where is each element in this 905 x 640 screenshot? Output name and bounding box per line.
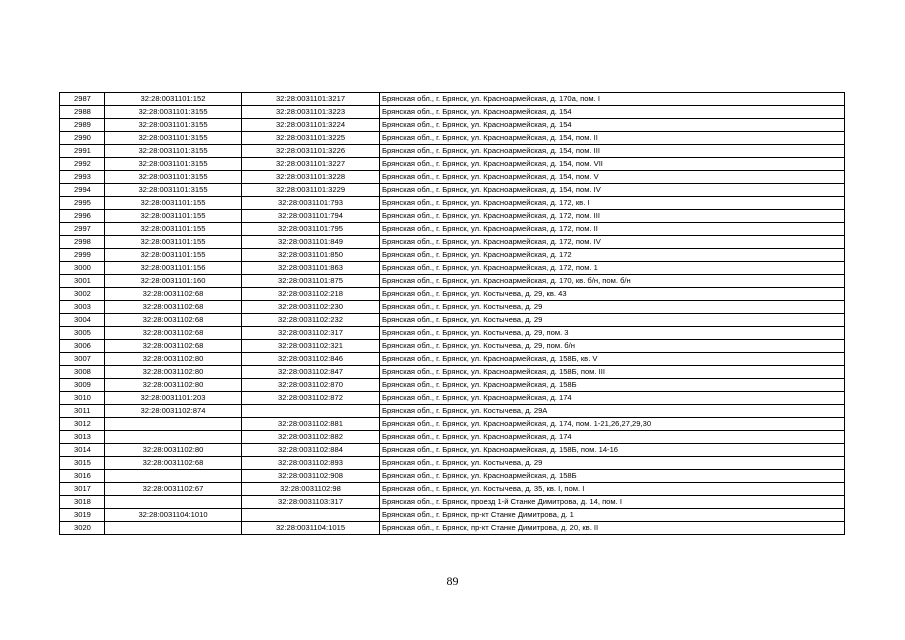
row-number-cell: 3011: [60, 405, 105, 418]
table-row: [60, 522, 845, 535]
address-cell: Брянская обл., г. Брянск, ул. Красноармейская, д. 158Б: [380, 379, 845, 392]
table-row: [60, 145, 845, 158]
row-number-cell: 3010: [60, 392, 105, 405]
row-number-cell: 3018: [60, 496, 105, 509]
address-cell: Брянская обл., г. Брянск, ул. Красноармейская, д. 158Б, пом. 14-16: [380, 444, 845, 457]
parent-cadastral-number-cell: 32:28:0031101:155: [105, 249, 242, 262]
cadastral-number-cell: 32:28:0031101:795: [242, 223, 380, 236]
table-row: [60, 431, 845, 444]
table-row: [60, 275, 845, 288]
cadastral-number-cell: 32:28:0031102:908: [242, 470, 380, 483]
cadastral-number-cell: 32:28:0031102:321: [242, 340, 380, 353]
address-cell: Брянская обл., г. Брянск, ул. Красноармейская, д. 170а, пом. I: [380, 93, 845, 106]
row-number-cell: 3002: [60, 288, 105, 301]
parent-cadastral-number-cell: [105, 470, 242, 483]
parent-cadastral-number-cell: 32:28:0031101:3155: [105, 171, 242, 184]
table-row: [60, 496, 845, 509]
address-cell: Брянская обл., г. Брянск, ул. Красноармейская, д. 172, пом. 1: [380, 262, 845, 275]
cadastral-number-cell: 32:28:0031101:3217: [242, 93, 380, 106]
table-row: [60, 106, 845, 119]
cadastral-number-cell: 32:28:0031101:3226: [242, 145, 380, 158]
address-cell: Брянская обл., г. Брянск, ул. Красноармейская, д. 174, пом. 1-21,26,27,29,30: [380, 418, 845, 431]
cadastral-number-cell: 32:28:0031102:847: [242, 366, 380, 379]
parent-cadastral-number-cell: 32:28:0031102:80: [105, 353, 242, 366]
parent-cadastral-number-cell: [105, 431, 242, 444]
cadastral-registry-table: [59, 92, 845, 535]
row-number-cell: 2998: [60, 236, 105, 249]
table-row: [60, 119, 845, 132]
address-cell: Брянская обл., г. Брянск, ул. Костычева, д. 29, кв. 43: [380, 288, 845, 301]
parent-cadastral-number-cell: 32:28:0031102:80: [105, 379, 242, 392]
table-row: [60, 392, 845, 405]
address-cell: Брянская обл., г. Брянск, ул. Красноармейская, д. 154, пом. III: [380, 145, 845, 158]
address-cell: Брянская обл., г. Брянск, ул. Костычева, д. 29: [380, 301, 845, 314]
parent-cadastral-number-cell: 32:28:0031102:68: [105, 340, 242, 353]
table-row: [60, 405, 845, 418]
parent-cadastral-number-cell: 32:28:0031101:3155: [105, 158, 242, 171]
table-row: [60, 210, 845, 223]
table-row: [60, 509, 845, 522]
row-number-cell: 3007: [60, 353, 105, 366]
parent-cadastral-number-cell: 32:28:0031101:155: [105, 197, 242, 210]
parent-cadastral-number-cell: 32:28:0031101:3155: [105, 119, 242, 132]
cadastral-number-cell: 32:28:0031102:881: [242, 418, 380, 431]
row-number-cell: 3001: [60, 275, 105, 288]
cadastral-number-cell: 32:28:0031101:793: [242, 197, 380, 210]
cadastral-number-cell: 32:28:0031102:98: [242, 483, 380, 496]
parent-cadastral-number-cell: 32:28:0031102:80: [105, 366, 242, 379]
address-cell: Брянская обл., г. Брянск, ул. Красноармейская, д. 154, пом. V: [380, 171, 845, 184]
address-cell: Брянская обл., г. Брянск, ул. Костычева, д. 29: [380, 457, 845, 470]
table-row: [60, 366, 845, 379]
parent-cadastral-number-cell: 32:28:0031101:156: [105, 262, 242, 275]
address-cell: Брянская обл., г. Брянск, ул. Красноармейская, д. 154, пом. VII: [380, 158, 845, 171]
address-cell: Брянская обл., г. Брянск, ул. Костычева, д. 35, кв. I, пом. I: [380, 483, 845, 496]
parent-cadastral-number-cell: 32:28:0031102:68: [105, 457, 242, 470]
address-cell: Брянская обл., г. Брянск, ул. Красноармейская, д. 154: [380, 106, 845, 119]
parent-cadastral-number-cell: 32:28:0031101:3155: [105, 132, 242, 145]
address-cell: Брянская обл., г. Брянск, ул. Красноармейская, д. 174: [380, 392, 845, 405]
address-cell: Брянская обл., г. Брянск, ул. Красноармейская, д. 158Б: [380, 470, 845, 483]
row-number-cell: 3017: [60, 483, 105, 496]
table-row: [60, 158, 845, 171]
cadastral-number-cell: 32:28:0031101:3229: [242, 184, 380, 197]
table-row: [60, 262, 845, 275]
parent-cadastral-number-cell: 32:28:0031101:155: [105, 236, 242, 249]
parent-cadastral-number-cell: 32:28:0031101:152: [105, 93, 242, 106]
row-number-cell: 2988: [60, 106, 105, 119]
cadastral-number-cell: 32:28:0031102:218: [242, 288, 380, 301]
row-number-cell: 2987: [60, 93, 105, 106]
cadastral-number-cell: 32:28:0031102:893: [242, 457, 380, 470]
page-number: 89: [446, 574, 459, 588]
address-cell: Брянская обл., г. Брянск, ул. Костычева, д. 29, пом. 3: [380, 327, 845, 340]
cadastral-number-cell: 32:28:0031102:872: [242, 392, 380, 405]
table-row: [60, 171, 845, 184]
address-cell: Брянская обл., г. Брянск, пр-кт Станке Димитрова, д. 20, кв. II: [380, 522, 845, 535]
table-row: [60, 132, 845, 145]
row-number-cell: 3016: [60, 470, 105, 483]
row-number-cell: 3008: [60, 366, 105, 379]
table-row: [60, 483, 845, 496]
cadastral-number-cell: 32:28:0031102:230: [242, 301, 380, 314]
table-row: [60, 457, 845, 470]
table-row: [60, 379, 845, 392]
cadastral-number-cell: 32:28:0031101:875: [242, 275, 380, 288]
address-cell: Брянская обл., г. Брянск, ул. Костычева, д. 29: [380, 314, 845, 327]
parent-cadastral-number-cell: 32:28:0031101:160: [105, 275, 242, 288]
row-number-cell: 2992: [60, 158, 105, 171]
parent-cadastral-number-cell: 32:28:0031104:1010: [105, 509, 242, 522]
parent-cadastral-number-cell: 32:28:0031101:3155: [105, 145, 242, 158]
address-cell: Брянская обл., г. Брянск, ул. Красноармейская, д. 172: [380, 249, 845, 262]
row-number-cell: 2997: [60, 223, 105, 236]
table-body: [60, 93, 845, 535]
row-number-cell: 2996: [60, 210, 105, 223]
parent-cadastral-number-cell: 32:28:0031102:80: [105, 444, 242, 457]
cadastral-number-cell: 32:28:0031101:3224: [242, 119, 380, 132]
row-number-cell: 3000: [60, 262, 105, 275]
table-row: [60, 444, 845, 457]
table-row: [60, 249, 845, 262]
row-number-cell: 3006: [60, 340, 105, 353]
table-row: [60, 197, 845, 210]
parent-cadastral-number-cell: 32:28:0031102:68: [105, 288, 242, 301]
cadastral-number-cell: 32:28:0031101:794: [242, 210, 380, 223]
cadastral-table-container: [59, 92, 844, 535]
address-cell: Брянская обл., г. Брянск, ул. Костычева, д. 29А: [380, 405, 845, 418]
address-cell: Брянская обл., г. Брянск, ул. Красноармейская, д. 174: [380, 431, 845, 444]
parent-cadastral-number-cell: 32:28:0031102:874: [105, 405, 242, 418]
cadastral-number-cell: 32:28:0031102:882: [242, 431, 380, 444]
cadastral-number-cell: 32:28:0031101:3228: [242, 171, 380, 184]
address-cell: Брянская обл., г. Брянск, ул. Красноармейская, д. 172, пом. III: [380, 210, 845, 223]
address-cell: Брянская обл., г. Брянск, ул. Красноармейская, д. 158Б, кв. V: [380, 353, 845, 366]
row-number-cell: 2999: [60, 249, 105, 262]
row-number-cell: 2995: [60, 197, 105, 210]
address-cell: Брянская обл., г. Брянск, проезд 1-й Станке Димитрова, д. 14, пом. I: [380, 496, 845, 509]
row-number-cell: 3014: [60, 444, 105, 457]
address-cell: Брянская обл., г. Брянск, ул. Красноармейская, д. 170, кв. б/н, пом. б/н: [380, 275, 845, 288]
cadastral-number-cell: 32:28:0031104:1015: [242, 522, 380, 535]
row-number-cell: 3012: [60, 418, 105, 431]
parent-cadastral-number-cell: 32:28:0031102:67: [105, 483, 242, 496]
cadastral-number-cell: 32:28:0031102:317: [242, 327, 380, 340]
cadastral-number-cell: 32:28:0031101:850: [242, 249, 380, 262]
row-number-cell: 3005: [60, 327, 105, 340]
cadastral-number-cell: 32:28:0031101:3225: [242, 132, 380, 145]
table-row: [60, 353, 845, 366]
cadastral-number-cell: 32:28:0031101:849: [242, 236, 380, 249]
cadastral-number-cell: 32:28:0031102:232: [242, 314, 380, 327]
parent-cadastral-number-cell: [105, 496, 242, 509]
address-cell: Брянская обл., г. Брянск, ул. Красноармейская, д. 154, пом. IV: [380, 184, 845, 197]
parent-cadastral-number-cell: 32:28:0031101:155: [105, 210, 242, 223]
row-number-cell: 3013: [60, 431, 105, 444]
parent-cadastral-number-cell: 32:28:0031101:203: [105, 392, 242, 405]
parent-cadastral-number-cell: 32:28:0031102:68: [105, 314, 242, 327]
table-row: [60, 340, 845, 353]
address-cell: Брянская обл., г. Брянск, ул. Красноармейская, д. 172, кв. I: [380, 197, 845, 210]
cadastral-number-cell: [242, 405, 380, 418]
cadastral-number-cell: [242, 509, 380, 522]
table-row: [60, 327, 845, 340]
table-row: [60, 93, 845, 106]
cadastral-number-cell: 32:28:0031101:3223: [242, 106, 380, 119]
row-number-cell: 3020: [60, 522, 105, 535]
table-row: [60, 314, 845, 327]
cadastral-number-cell: 32:28:0031102:846: [242, 353, 380, 366]
cadastral-number-cell: 32:28:0031101:3227: [242, 158, 380, 171]
table-row: [60, 418, 845, 431]
address-cell: Брянская обл., г. Брянск, ул. Красноармейская, д. 154: [380, 119, 845, 132]
address-cell: Брянская обл., г. Брянск, ул. Красноармейская, д. 154, пом. II: [380, 132, 845, 145]
row-number-cell: 2990: [60, 132, 105, 145]
row-number-cell: 3004: [60, 314, 105, 327]
cadastral-number-cell: 32:28:0031102:870: [242, 379, 380, 392]
parent-cadastral-number-cell: 32:28:0031101:3155: [105, 184, 242, 197]
row-number-cell: 2993: [60, 171, 105, 184]
row-number-cell: 3019: [60, 509, 105, 522]
cadastral-number-cell: 32:28:0031103:317: [242, 496, 380, 509]
address-cell: Брянская обл., г. Брянск, ул. Красноармейская, д. 172, пом. II: [380, 223, 845, 236]
row-number-cell: 2994: [60, 184, 105, 197]
address-cell: Брянская обл., г. Брянск, ул. Костычева, д. 29, пом. б/н: [380, 340, 845, 353]
address-cell: Брянская обл., г. Брянск, пр-кт Станке Димитрова, д. 1: [380, 509, 845, 522]
row-number-cell: 3015: [60, 457, 105, 470]
row-number-cell: 2991: [60, 145, 105, 158]
table-row: [60, 184, 845, 197]
table-row: [60, 236, 845, 249]
table-row: [60, 288, 845, 301]
parent-cadastral-number-cell: [105, 418, 242, 431]
cadastral-number-cell: 32:28:0031101:863: [242, 262, 380, 275]
address-cell: Брянская обл., г. Брянск, ул. Красноармейская, д. 158Б, пом. III: [380, 366, 845, 379]
parent-cadastral-number-cell: [105, 522, 242, 535]
row-number-cell: 2989: [60, 119, 105, 132]
parent-cadastral-number-cell: 32:28:0031101:155: [105, 223, 242, 236]
parent-cadastral-number-cell: 32:28:0031102:68: [105, 327, 242, 340]
row-number-cell: 3003: [60, 301, 105, 314]
parent-cadastral-number-cell: 32:28:0031101:3155: [105, 106, 242, 119]
row-number-cell: 3009: [60, 379, 105, 392]
address-cell: Брянская обл., г. Брянск, ул. Красноармейская, д. 172, пом. IV: [380, 236, 845, 249]
table-row: [60, 470, 845, 483]
table-row: [60, 223, 845, 236]
cadastral-number-cell: 32:28:0031102:884: [242, 444, 380, 457]
parent-cadastral-number-cell: 32:28:0031102:68: [105, 301, 242, 314]
table-row: [60, 301, 845, 314]
